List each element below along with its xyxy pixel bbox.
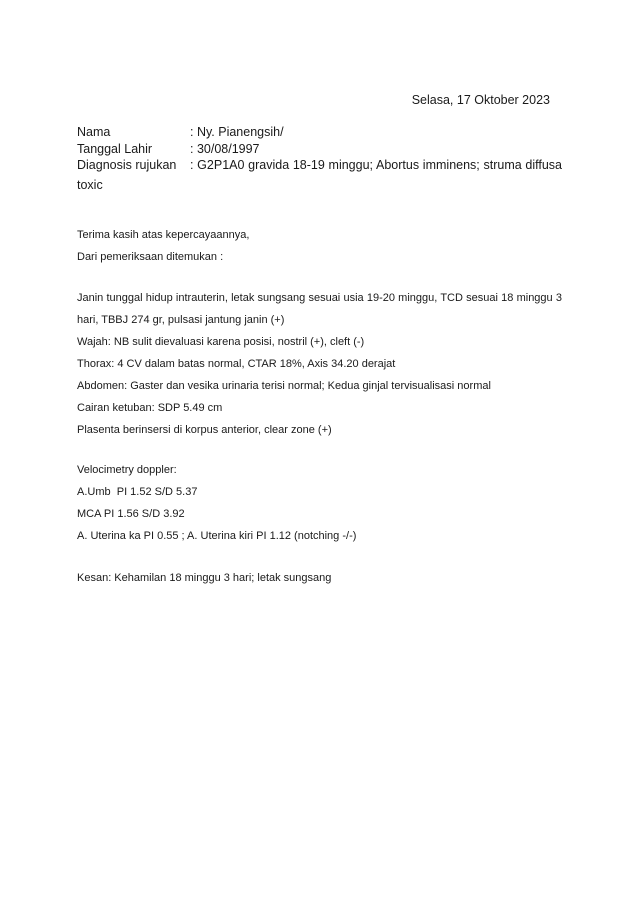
intro-text: Dari pemeriksaan ditemukan : xyxy=(77,251,224,263)
dob-row xyxy=(77,141,562,158)
dob-label: Tanggal Lahir xyxy=(77,141,153,156)
greeting-text: Terima kasih atas kepercayaannya, xyxy=(77,229,250,241)
intro-block xyxy=(77,224,562,268)
patient-identity xyxy=(77,124,562,174)
name-label: Nama xyxy=(77,125,111,139)
finding-thorax: Thorax: 4 CV dalam batas normal, CTAR 18%, Axis 34.20 derajat xyxy=(77,358,396,370)
doppler-umbilical: A.Umb PI 1.52 S/D 5.37 xyxy=(77,486,198,498)
finding-face: Wajah: NB sulit dievaluasi karena posisi, nostril (+), cleft (-) xyxy=(77,336,365,348)
diagnosis-row xyxy=(77,157,562,174)
doppler-mca: MCA PI 1.56 S/D 3.92 xyxy=(77,508,185,520)
finding-abdomen: Abdomen: Gaster dan vesika urinaria terisi normal; Kedua ginjal tervisualisasi normal xyxy=(77,380,491,392)
doppler-block xyxy=(77,459,562,547)
letter-date: Selasa, 17 Oktober 2023 xyxy=(411,93,550,107)
doppler-uterine: A. Uterina ka PI 0.55 ; A. Uterina kiri PI 1.12 (notching -/-) xyxy=(77,530,357,542)
finding-fetus: Janin tunggal hidup intrauterin, letak sungsang sesuai usia 19-20 minggu, TCD sesuai 18 minggu 3 hari, TBBJ 274 gr, pulsasi jantung janin (+) xyxy=(77,292,562,326)
diagnosis-value: : G2P1A0 gravida 18-19 minggu; Abortus imminens; struma diffusa xyxy=(190,158,562,172)
diagnosis-continuation: toxic xyxy=(77,178,103,192)
finding-amniotic-fluid: Cairan ketuban: SDP 5.49 cm xyxy=(77,402,223,414)
findings-block xyxy=(77,287,562,441)
conclusion-text: Kesan: Kehamilan 18 minggu 3 hari; letak sungsang xyxy=(77,572,332,584)
doppler-title: Velocimetry doppler: xyxy=(77,464,177,476)
finding-placenta: Plasenta berinsersi di korpus anterior, clear zone (+) xyxy=(77,424,332,436)
dob-value: : 30/08/1997 xyxy=(190,141,260,156)
conclusion-block xyxy=(77,567,562,589)
name-value: : Ny. Pianengsih/ xyxy=(190,125,284,139)
name-row xyxy=(77,124,562,141)
diagnosis-label: Diagnosis rujukan xyxy=(77,158,177,172)
